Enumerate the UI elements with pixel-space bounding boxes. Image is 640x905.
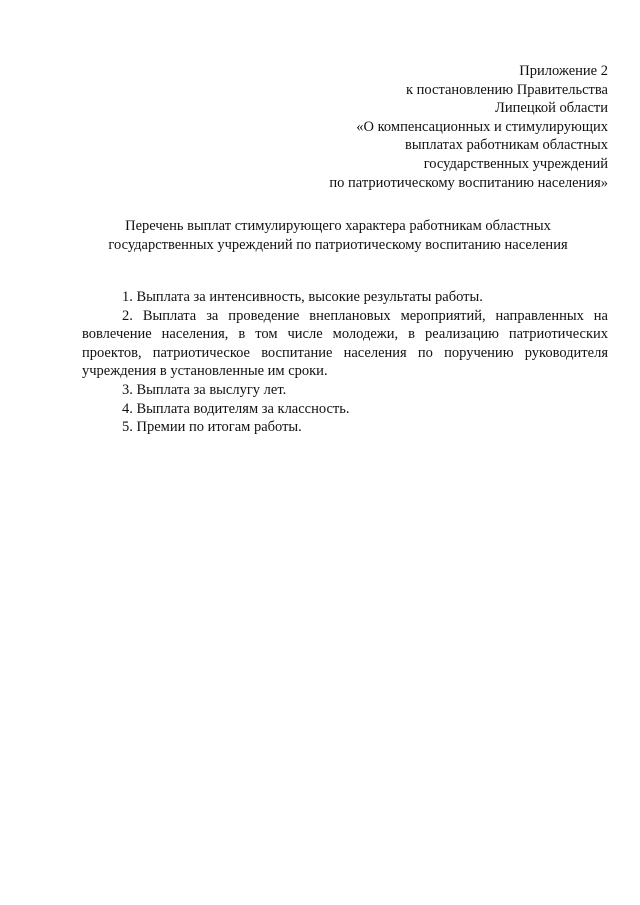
appendix-line-number: Приложение 2	[519, 63, 608, 79]
appendix-header	[248, 62, 608, 192]
list-item-intensity: 1. Выплата за интенсивность, высокие результаты работы.	[122, 289, 483, 305]
list-item-drivers-class: 4. Выплата водителям за классность.	[122, 400, 350, 417]
payments-list	[82, 288, 608, 437]
list-item-bonuses: 5. Премии по итогам работы.	[122, 419, 302, 436]
document-title-line-2: государственных учреждений по патриотическому воспитанию населения	[108, 236, 568, 253]
appendix-line-title-1: «О компенсационных и стимулирующих	[356, 118, 608, 135]
document-title-line-1: Перечень выплат стимулирующего характера работникам областных	[125, 218, 551, 234]
appendix-line-title-3: государственных учреждений	[423, 155, 608, 172]
list-item-unplanned-events: 2. Выплата за проведение внеплановых мероприятий, направленных на вовлечение населения, в том числе молодежи, в реализацию патриотических проектов, патриотическое воспитание населения по поручению руководителя учреждения в установленные им сроки.	[82, 307, 608, 380]
document-title	[60, 217, 616, 254]
appendix-line-resolution: к постановлению Правительства	[406, 81, 608, 98]
appendix-line-title-4: по патриотическому воспитанию населения»	[329, 174, 608, 191]
appendix-line-title-2: выплатах работникам областных	[405, 137, 608, 154]
list-item-seniority: 3. Выплата за выслугу лет.	[122, 381, 287, 398]
appendix-line-region: Липецкой области	[495, 100, 608, 117]
